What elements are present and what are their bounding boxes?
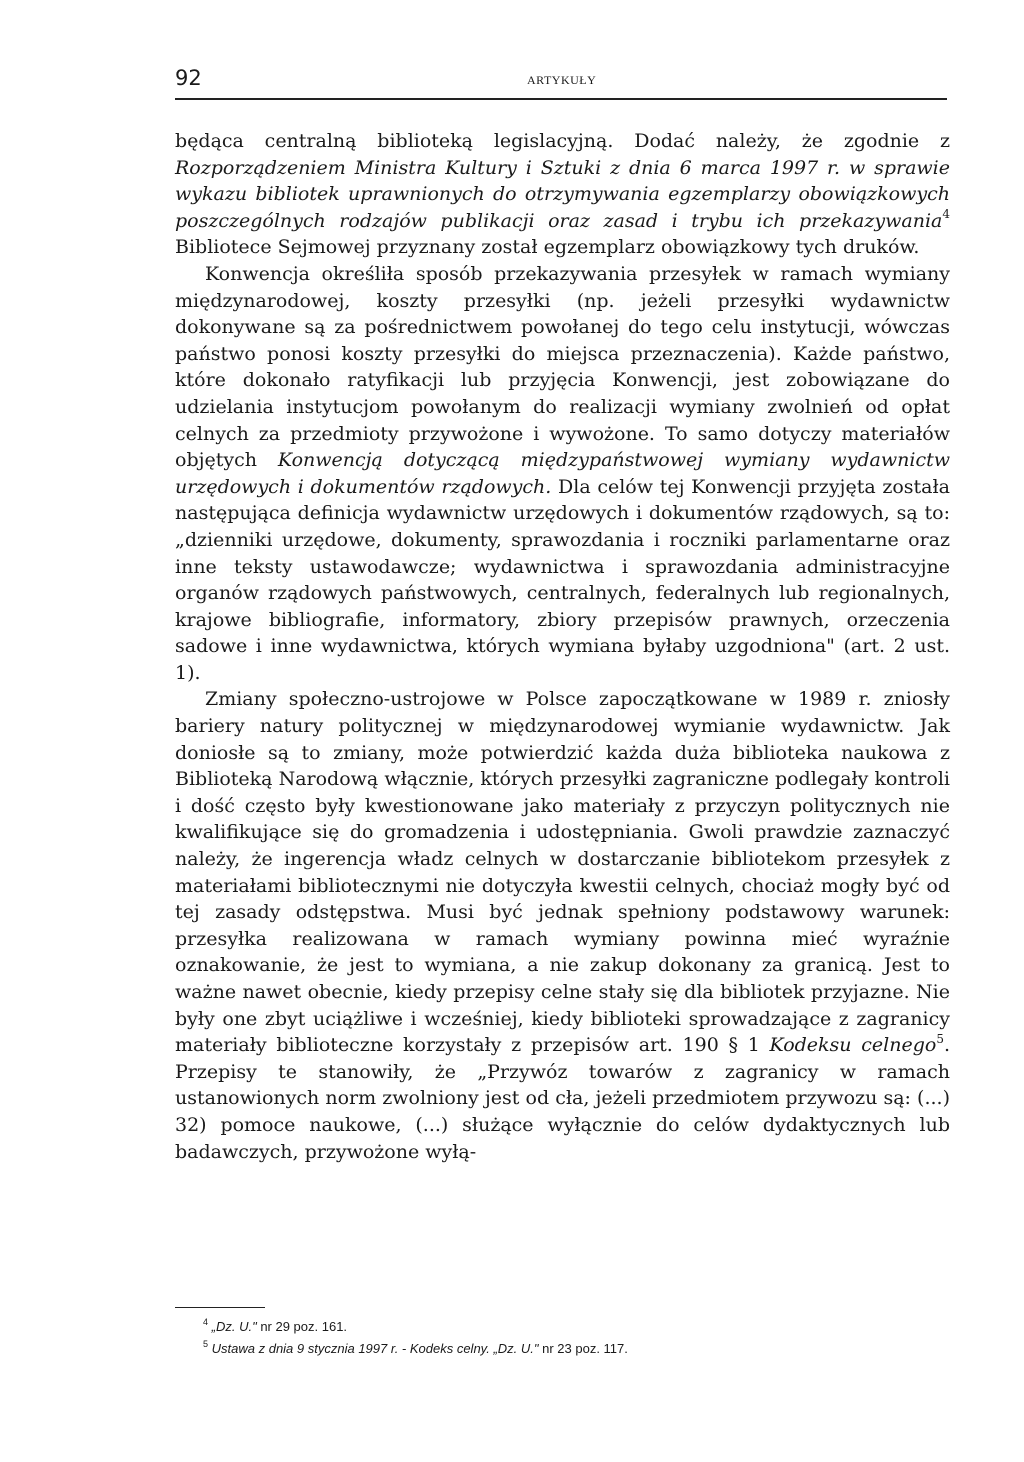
- paragraph-2-text-b: Dla celów tej Konwencji przyjęta została następująca definicja wydawnictw urzędowych i dokumentów rządowych, są to: „dzienniki urzędowe, dokumenty, sprawozdania i roczniki parlamentarne oraz inne teksty ustawodawcze; wydawnictwa i sprawozdania administracyjne organów rządowych państwowych, centralnych, federalnych lub regionalnych, krajowe bibliografie, informatory, zbiory przepisów prawnych, orzeczenia sadowe i inne wydawnictwa, których wymiana byłaby uzgodniona" (art. 2 ust. 1).: [175, 475, 950, 684]
- page-number: 92: [175, 66, 202, 90]
- footnotes: [203, 1316, 948, 1360]
- footnote-ref-5: 5: [936, 1031, 944, 1046]
- footnote-5-text: nr 23 poz. 117.: [538, 1341, 628, 1356]
- article-body: [175, 128, 950, 1165]
- footnote-4: [203, 1316, 948, 1338]
- footnote-5: [203, 1338, 948, 1360]
- footnote-4-italic: „Dz. U.": [211, 1319, 257, 1334]
- paragraph-2: [175, 261, 950, 687]
- footnote-4-mark: 4: [203, 1316, 209, 1327]
- footnote-divider: [175, 1307, 265, 1308]
- paragraph-3: [175, 686, 950, 1165]
- footnote-4-text: nr 29 poz. 161.: [256, 1319, 348, 1334]
- footnote-ref-4: 4: [942, 207, 950, 222]
- footnote-5-italic: Ustawa z dnia 9 stycznia 1997 r. - Kodeks celny. „Dz. U.": [211, 1341, 539, 1356]
- paragraph-1: [175, 128, 950, 261]
- customs-code-italic: Kodeksu celnego: [769, 1034, 937, 1057]
- paragraph-3-text-a: Zmiany społeczno-ustrojowe w Polsce zapoczątkowane w 1989 r. zniosły bariery natury politycznej w międzynarodowej wymianie wydawnictw. Jak doniosłe są to zmiany, może potwierdzić każda duża biblioteka naukowa z Biblioteką Narodową włącznie, których przesyłki zagraniczne podlegały kontroli i dość często były kwestionowane jako materiały z przyczyn politycznych nie kwalifikujące się do gromadzenia i udostępniania. Gwoli prawdzie zaznaczyć należy, że ingerencja władz celnych w dostarczanie bibliotekom przesyłek z materiałami bibliotecznymi nie dotyczyła kwestii celnych, chociaż mogły być od tej zasady odstępstwa. Musi być jednak spełniony podstawowy warunek: przesyłka realizowana w ramach wymiany powinna mieć wyraźnie oznakowanie, że jest to wymiana, a nie zakup dokonany za granicą. Jest to ważne nawet obecnie, kiedy przepisy celne stały się dla bibliotek przyjazne. Nie były one zbyt uciążliwe i wcześniej, kiedy biblioteki sprowadzające z zagranicy materiały biblioteczne korzystały z przepisów art. 190 § 1: [175, 688, 950, 1057]
- convention-title-italic: Konwencją dotyczącą międzypaństwowej wymiany wydawnictw urzędowych i dokumentów rządowych.: [175, 449, 950, 498]
- footnote-5-mark: 5: [203, 1338, 209, 1349]
- paragraph-3-text-b: . Przepisy te stanowiły, że „Przywóz towarów z zagranicy w ramach ustanowionych norm zwolniony jest od cła, jeżeli przedmiotem przywozu są: (...) 32) pomoce naukowe, (...) służące wyłącznie do celów dydaktycznych lub badawczych, przywożone wyłą-: [175, 1034, 950, 1163]
- paragraph-2-text-a: Konwencja określiła sposób przekazywania przesyłek w ramach wymiany międzynarodowej, koszty przesyłki (np. jeżeli przesyłki wydawnictw dokonywane są za pośrednictwem powołanej do tego celu instytucji, wówczas państwo ponosi koszty przesyłki do miejsca przeznaczenia). Każde państwo, które dokonało ratyfikacji lub przyjęcia Konwencji, jest zobowiązane do udzielania instytucjom powołanym do realizacji wymiany zwolnień od opłat celnych za przedmioty przywożone i wywożone. To samo dotyczy materiałów objętych: [175, 262, 950, 472]
- regulation-title-italic: Rozporządzeniem Ministra Kultury i Sztuki z dnia 6 marca 1997 r. w sprawie wykazu bibliotek uprawnionych do otrzymywania egzemplarzy obowiązkowych poszczególnych rodzajów publikacji oraz zasad i trybu ich przekazywania: [175, 156, 950, 232]
- paragraph-1-text-a: będąca centralną biblioteką legislacyjną. Dodać należy, że zgodnie z: [175, 130, 950, 152]
- paragraph-1-text-b: Bibliotece Sejmowej przyznany został egzemplarz obowiązkowy tych druków.: [175, 236, 920, 259]
- page-header: [175, 66, 947, 100]
- running-head: ARTYKUŁY: [527, 73, 597, 87]
